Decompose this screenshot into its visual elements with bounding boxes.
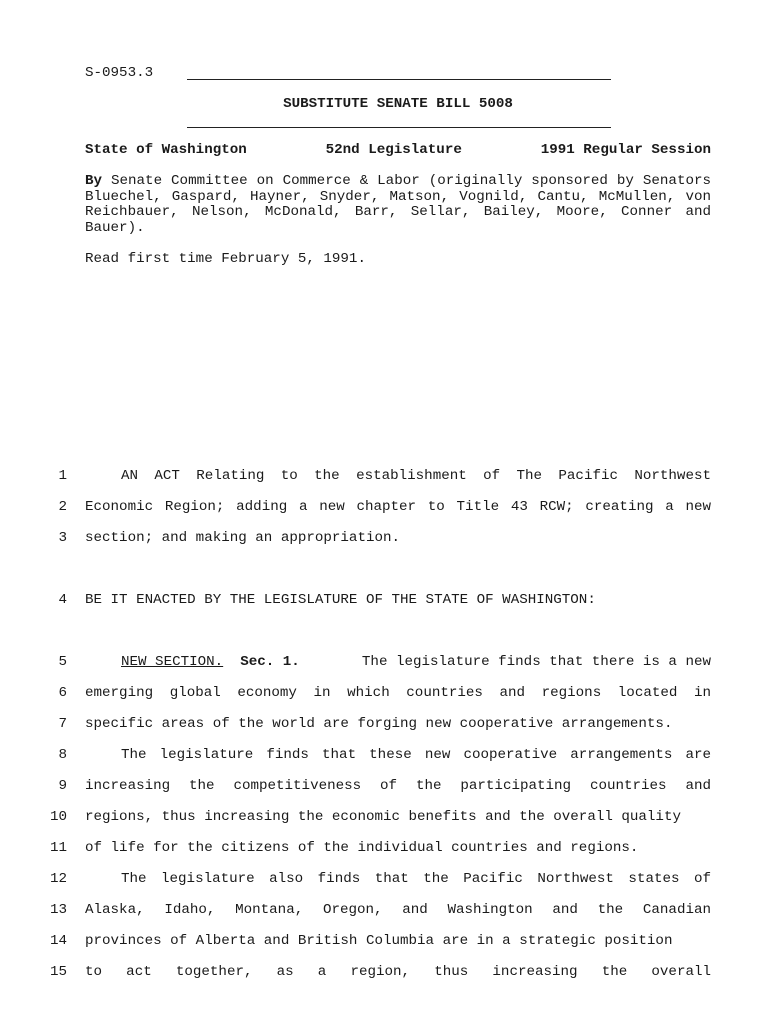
document-id: S-0953.3 bbox=[85, 65, 154, 81]
bill-line bbox=[0, 871, 770, 891]
line-number: 12 bbox=[49, 871, 67, 887]
line-text: to act together, as a region, thus increasing the overall bbox=[85, 964, 711, 980]
line-number: 9 bbox=[58, 778, 67, 794]
bill-line bbox=[0, 530, 770, 550]
line-text: The legislature finds that there is a new bbox=[361, 654, 711, 670]
session-row bbox=[85, 142, 711, 158]
line-text: Economic Region; adding a new chapter to Title 43 RCW; creating a new bbox=[85, 499, 711, 515]
session-label: 1991 Regular Session bbox=[540, 142, 711, 158]
bill-line bbox=[0, 778, 770, 798]
line-text: section; and making an appropriation. bbox=[85, 530, 401, 546]
line-number: 7 bbox=[58, 716, 67, 732]
bill-line bbox=[0, 809, 770, 829]
line-text: AN ACT Relating to the establishment of The Pacific Northwest bbox=[121, 468, 711, 484]
section-heading-line bbox=[121, 654, 711, 670]
sponsor-by-label: By bbox=[85, 173, 103, 189]
line-number: 1 bbox=[58, 468, 67, 484]
sponsor-block bbox=[85, 174, 711, 236]
line-text: The legislature also finds that the Pacific Northwest states of bbox=[121, 871, 711, 887]
line-number: 13 bbox=[49, 902, 67, 918]
bill-line bbox=[0, 840, 770, 860]
line-text: regions, thus increasing the economic benefits and the overall quality bbox=[85, 809, 681, 825]
section-number: Sec. 1. bbox=[240, 654, 300, 670]
bill-line bbox=[0, 654, 770, 674]
bill-line bbox=[0, 716, 770, 736]
line-number: 2 bbox=[58, 499, 67, 515]
header-rule-top bbox=[187, 79, 611, 80]
line-text: specific areas of the world are forging new cooperative arrangements. bbox=[85, 716, 673, 732]
line-number: 15 bbox=[49, 964, 67, 980]
bill-title: SUBSTITUTE SENATE BILL 5008 bbox=[283, 96, 513, 112]
line-number: 6 bbox=[58, 685, 67, 701]
bill-line bbox=[0, 685, 770, 705]
line-number: 8 bbox=[58, 747, 67, 763]
sponsor-text: Senate Committee on Commerce & Labor (originally sponsored by Senators Bluechel, Gaspard, Hayner, Snyder, Matson, Vognild, Cantu, McMullen, von Reichbauer, Nelson, McDonald, Barr, Sellar, Bailey, Moore, Conner and Bauer). bbox=[85, 173, 711, 236]
line-number: 14 bbox=[49, 933, 67, 949]
enacting-clause: BE IT ENACTED BY THE LEGISLATURE OF THE STATE OF WASHINGTON: bbox=[85, 592, 596, 608]
line-number: 11 bbox=[49, 840, 67, 856]
bill-line bbox=[0, 964, 770, 984]
bill-line bbox=[0, 499, 770, 519]
line-text: of life for the citizens of the individual countries and regions. bbox=[85, 840, 639, 856]
line-number: 5 bbox=[58, 654, 67, 670]
line-text: emerging global economy in which countries and regions located in bbox=[85, 685, 711, 701]
bill-line bbox=[0, 747, 770, 767]
legislature-label: 52nd Legislature bbox=[325, 142, 462, 158]
line-number: 3 bbox=[58, 530, 67, 546]
new-section-label: NEW SECTION. bbox=[121, 654, 224, 670]
line-text: increasing the competitiveness of the participating countries and bbox=[85, 778, 711, 794]
bill-line bbox=[0, 592, 770, 612]
read-first-note: Read first time February 5, 1991. bbox=[85, 251, 366, 267]
line-text: The legislature finds that these new cooperative arrangements are bbox=[121, 747, 711, 763]
state-label: State of Washington bbox=[85, 142, 247, 158]
bill-line bbox=[0, 468, 770, 488]
header-rule-bottom bbox=[187, 127, 611, 128]
bill-line bbox=[0, 902, 770, 922]
line-text: provinces of Alberta and British Columbia are in a strategic position bbox=[85, 933, 673, 949]
line-number: 10 bbox=[49, 809, 67, 825]
line-number: 4 bbox=[58, 592, 67, 608]
line-text: Alaska, Idaho, Montana, Oregon, and Washington and the Canadian bbox=[85, 902, 711, 918]
bill-line bbox=[0, 933, 770, 953]
